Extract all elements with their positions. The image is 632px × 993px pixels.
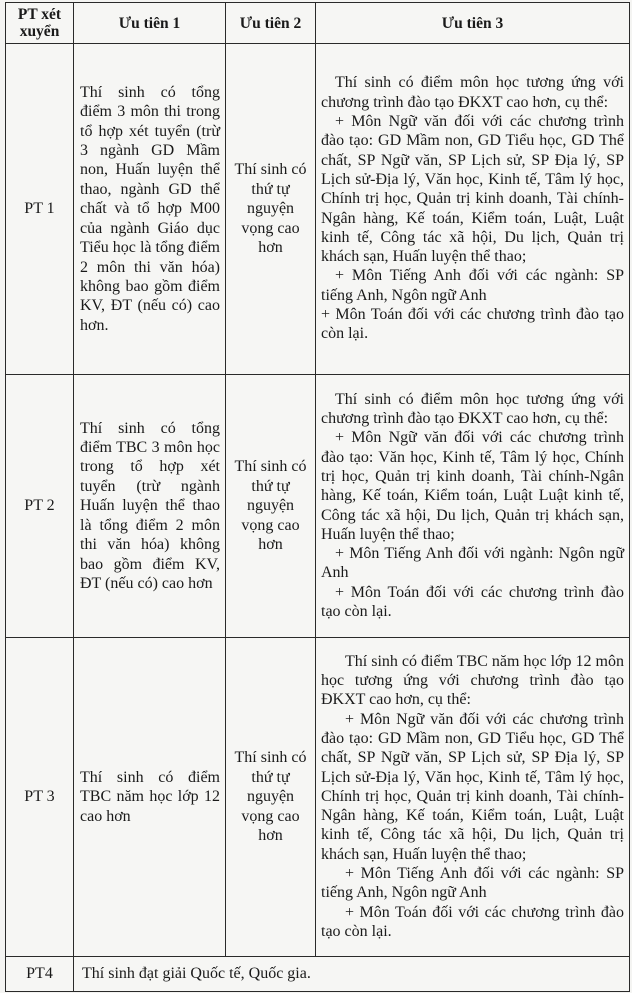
header-priority-1: Ưu tiên 1 (74, 3, 226, 44)
priority-3-item: + Môn Toán đối với các chương trình đào tạo còn lại. (321, 583, 624, 620)
merged-priority-cell: Thí sinh đạt giải Quốc tế, Quốc gia. (74, 957, 630, 992)
header-priority-3: Ưu tiên 3 (316, 3, 630, 44)
table-row (6, 375, 630, 638)
priority-3-intro: Thí sinh có điểm môn học tương ứng với chương trình đào tạo ĐKXT cao hơn, cụ thể: (321, 74, 624, 111)
priority-2-cell: Thí sinh có thứ tự nguyện vọng cao hơn (226, 638, 316, 957)
priority-3-item: + Môn Toán đối với các chương trình đào tạo còn lại. (321, 305, 624, 343)
priority-3-item: + Môn Ngữ văn đối với các chương trình đào tạo: GD Mầm non, GD Tiểu học, GD Thể chất, SP Ngữ văn, SP Lịch sử, SP Địa lý, SP Lịch sử-Địa lý, Văn học, Kinh tế, Tâm lý học, Chính trị học, Quản trị kinh doanh, Tài chính-Ngân hàng, Kế toán, Kiểm toán, Luật, Luật kinh tế, Công tác xã hội, Du lịch, Quản trị khách sạn, Huấn luyện thể thao; (321, 113, 624, 266)
priority-3-item: + Môn Ngữ văn đối với các chương trình đào tạo: GD Mầm non, GD Tiểu học, GD Thể chất, SP Ngữ văn, SP Lịch sử, SP Địa lý, SP Lịch sử-Địa lý, Văn học, Kinh tế, Tâm lý học, Chính trị học, Quản trị kinh doanh, Tài chính-Ngân hàng, Kế toán, Kiểm toán, Luật, Luật kinh tế, Công tác xã hội, Du lịch, Quản trị khách sạn, Huấn luyện thể thao; (321, 710, 624, 863)
priority-3-cell (316, 375, 630, 638)
admission-priority-table (5, 2, 630, 992)
table-row (6, 957, 630, 992)
header-row (6, 3, 630, 44)
header-priority-2: Ưu tiên 2 (226, 3, 316, 44)
priority-3-item: + Môn Ngữ văn đối với các chương trình đào tạo: Văn học, Kinh tế, Tâm lý học, Chính trị học, Quản trị kinh doanh, Tài chính-Ngân hàng, Kế toán, Kiểm toán, Luật Luật kinh tế, Công tác xã hội, Du lịch, Quản trị khách sạn, Huấn luyện thể thao; (321, 429, 624, 543)
priority-2-cell: Thí sinh có thứ tự nguyện vọng cao hơn (226, 44, 316, 375)
priority-3-item: + Môn Tiếng Anh đối với các ngành: SP tiếng Anh, Ngôn ngữ Anh (321, 267, 624, 304)
method-cell: PT4 (6, 957, 74, 992)
priority-3-intro: Thí sinh có điểm môn học tương ứng với chương trình đào tạo ĐKXT cao hơn, cụ thể: (321, 390, 624, 428)
priority-1-cell: Thí sinh có tổng điểm TBC 3 môn học trong tổ hợp xét tuyển (trừ ngành Huấn luyện thể thao là tổng điểm 2 môn thi văn hóa) không bao gồm điểm KV, ĐT (nếu có) cao hơn (74, 375, 226, 638)
method-cell: PT 1 (6, 44, 74, 375)
priority-1-cell: Thí sinh có tổng điểm 3 môn thi trong tổ hợp xét tuyển (trừ 3 ngành GD Mầm non, Huấn luyện thể thao, ngành GD thể chất và tổ hợp M00 của ngành Giáo dục Tiểu học là tổng điểm 2 môn thi văn hóa) không bao gồm điểm KV, ĐT (nếu có) cao hơn. (74, 44, 226, 375)
priority-1-cell: Thí sinh có điểm TBC năm học lớp 12 cao hơn (74, 638, 226, 957)
priority-2-cell: Thí sinh có thứ tự nguyện vọng cao hơn (226, 375, 316, 638)
table-row (6, 44, 630, 375)
method-cell: PT 2 (6, 375, 74, 638)
priority-3-intro: Thí sinh có điểm TBC năm học lớp 12 môn học tương ứng với chương trình đào tạo ĐKXT cao hơn, cụ thể: (321, 652, 624, 709)
priority-3-item: + Môn Tiếng Anh đối với ngành: Ngôn ngữ Anh (321, 545, 624, 582)
priority-3-item: + Môn Toán đối với các chương trình đào tạo còn lại. (321, 903, 624, 940)
header-method: PT xét xuyển (6, 3, 74, 44)
table-row (6, 638, 630, 957)
priority-3-cell (316, 44, 630, 375)
method-cell: PT 3 (6, 638, 74, 957)
priority-3-item: + Môn Tiếng Anh đối với các ngành: SP tiếng Anh, Ngôn ngữ Anh (321, 865, 624, 902)
priority-3-cell (316, 638, 630, 957)
